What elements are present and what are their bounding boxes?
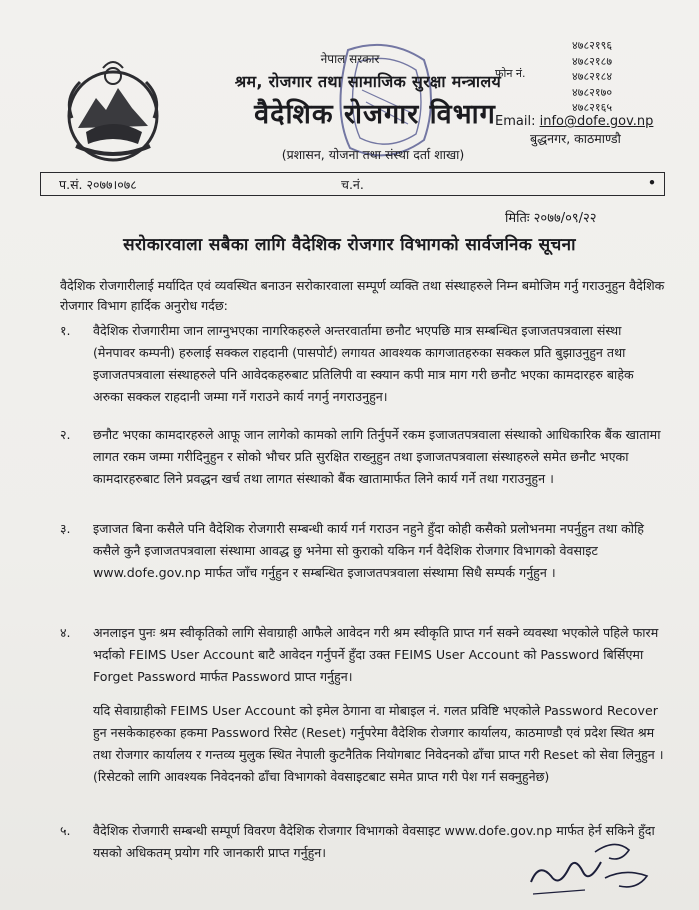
- phone-label: फोन नं.: [495, 67, 526, 80]
- email-label: Email:: [495, 114, 536, 129]
- signature-icon: [525, 832, 665, 902]
- ministry-name: श्रम, रोजगार तथा सामाजिक सुरक्षा मन्त्रालय: [234, 72, 502, 91]
- item-number: ४.: [60, 625, 71, 640]
- item-number: २.: [60, 427, 71, 442]
- notice-date: मितिः २०७७/०९/२२: [505, 211, 597, 226]
- government-name: नेपाल सरकार: [320, 52, 380, 66]
- dispatch-number: च.नं.: [341, 177, 364, 192]
- item-text: इजाजत बिना कसैले पनि वैदेशिक रोजगारी सम्बन्धी कार्य गर्न गराउन नहुने हुँदा कोही कसैको प्रलोभनमा नपर्नुहुन तथा कोहि कसैले कुनै इजाजतपत्रवाला संस्थामा आवद्ध छु भनेमा सो कुराको यकिन गर्न वैदेशिक रोजगार विभागको वेवसाइट www.dofe.gov.np मार्फत जाँच गर्नुहुन र सम्बन्धित इजाजतपत्रवाला संस्थामा सिधै सम्पर्क गर्नुहुन ।: [93, 521, 644, 580]
- phone-number: ४७८२१६५: [572, 101, 613, 114]
- address: बुद्धनगर, काठमाण्डौ: [530, 131, 621, 146]
- department-name: वैदेशिक रोजगार विभाग: [254, 99, 496, 130]
- phone-number: ४७८२१९६: [572, 39, 613, 52]
- phone-numbers: [572, 38, 612, 116]
- list-item: [60, 424, 666, 490]
- intro-paragraph: वैदेशिक रोजगारीलाई मर्यादित एवं व्यवस्थित बनाउन सरोकारवाला सम्पूर्ण व्यक्ति तथा संस्थाहरुले निम्न बमोजिम गर्नु गराउनुहुन वैदेशिक रोजगार विभाग हार्दिक अनुरोध गर्दछ:: [60, 278, 665, 313]
- phone-number: ४७८२१८७: [572, 54, 613, 68]
- list-item: [60, 320, 666, 408]
- item-text: वैदेशिक रोजगारीमा जान लाग्नुभएका नागरिकहरुले अन्तरवार्तामा छनौट भएपछि मात्र सम्बन्धित इजाजतपत्रवाला संस्था (मेनपावर कम्पनी) हरुलाई सक्कल राहदानी (पासपोर्ट) लगायत आवश्यक कागजातहरुका सक्कल प्रति बुझाउनुहुन तथा इजाजतपत्रवाला संस्थाहरुले पनि आवेदकहरुबाट प्रतिलिपी वा स्क्यान कपी मात्र माग गरी छनौट भएका कामदारहरु बाहेक अरुका सक्कल राहदानी जम्मा गर्ने गराउने कार्य नगर्नु नगराउनुहुन।: [93, 323, 634, 404]
- email-link[interactable]: info@dofe.gov.np: [539, 114, 654, 129]
- phone-number: ४७८२१८४: [572, 70, 613, 83]
- list-item: [60, 518, 666, 584]
- bullet-icon: •: [648, 175, 656, 190]
- branch-name: (प्रशासन, योजना तथा संस्था दर्ता शाखा): [281, 147, 465, 162]
- notice-title: सरोकारवाला सबैका लागि वैदेशिक रोजगार विभागको सार्वजनिक सूचना: [123, 235, 576, 255]
- reference-number: प.सं. २०७७।०७८: [59, 177, 137, 192]
- reference-bar: [40, 172, 665, 196]
- item-note: यदि सेवाग्राहीको FEIMS User Account को इमेल ठेगाना वा मोबाइल नं. गलत प्रविष्टि भएकोले Password Recover हुन नसकेकाहरुका हकमा Password रिसेट (Reset) गर्नुपरेमा वैदेशिक रोजगार कार्यालय, काठमाण्डौ एवं प्रदेश स्थित श्रम तथा रोजगार कार्यालय र गन्तव्य मुलुक स्थित नेपाली कुटनैतिक नियोगबाट निवेदनको ढाँचा प्राप्त गरी Reset को सेवा लिनुहुन । (रिसेटको लागि आवश्यक निवेदनको ढाँचा विभागको वेवसाइटबाट समेत प्राप्त गरी पेश गर्न सक्नुहुनेछ): [93, 703, 664, 784]
- nepal-government-emblem-icon: [58, 58, 168, 168]
- item-text: वैदेशिक रोजगारी सम्बन्धी सम्पूर्ण विवरण वैदेशिक रोजगार विभागको वेवसाइट www.dofe.gov.np मार्फत हेर्न सकिने हुँदा यसको अधिकतम् प्रयोग गरि जानकारी प्राप्त गर्नुहुन।: [93, 823, 655, 860]
- item-number: ५.: [60, 823, 71, 838]
- list-item: [60, 622, 666, 688]
- item-number: १.: [60, 323, 71, 338]
- item-number: ३.: [60, 521, 71, 536]
- phone-number: ४७८२१७०: [572, 85, 613, 99]
- email-line: [495, 114, 653, 129]
- item-text: छनौट भएका कामदारहरुले आफू जान लागेको कामको लागि तिर्नुपर्ने रकम इजाजतपत्रवाला संस्थाको आधिकारिक बैंक खातामा लागत रकम जम्मा गरीदिनुहुन र सोको भौचर प्रति सुरक्षित राख्नुहुन तथा इजाजतपत्रवाला संस्थाहरुले समेत छनौट भएका कामदारहरुबाट लिने प्रवद्धन खर्च तथा लागत संस्थाको बैंक खातामार्फत लिने कार्य गर्ने तथा गराउनुहुन ।: [93, 427, 661, 486]
- item-text: अनलाइन पुनः श्रम स्वीकृतिको लागि सेवाग्राही आफैले आवेदन गरी श्रम स्वीकृति प्राप्त गर्न सक्ने व्यवस्था भएकोले पहिले फारम भर्दाको FEIMS User Account बाटै आवेदन गर्नुपर्ने हुँदा उक्त FEIMS User Account को Password बिर्सिएमा Forget Password मार्फत Password प्राप्त गर्नुहुन।: [93, 625, 659, 684]
